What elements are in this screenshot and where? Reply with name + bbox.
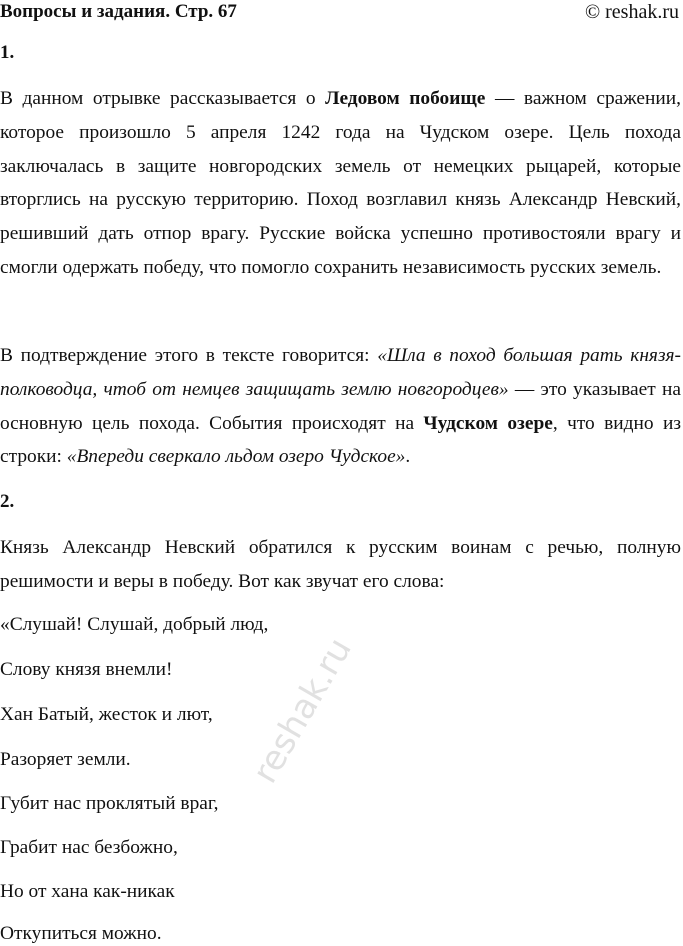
quote-campaign: «Шла в поход большая рать князя-полководца, чтоб от немцев защищать землю новгородцев» [0,345,681,400]
section-2-number: 2. [0,491,15,512]
poem-line: Но от хана как-никак [0,881,175,902]
text-span: В подтверждение этого в тексте говорится: [0,345,378,366]
poem-line: Губит нас проклятый враг, [0,793,219,814]
section-1-paragraph-1 [0,82,681,285]
section-1-paragraph-2 [0,339,681,474]
poem-line: Разоряет земли. [0,749,131,770]
site-credit: © reshak.ru [584,1,679,23]
quote-lake: «Впереди сверкало льдом озеро Чудское» [66,446,406,468]
section-1-number: 1. [0,42,15,63]
watermark: reshak.ru [245,631,360,790]
poem-line: Слову князя внемли! [0,659,173,680]
section-2-intro: Князь Александр Невский обратился к русским воинам с речью, полную решимости и веры в победу. Вот как звучат его слова: [0,537,681,592]
poem-line: Откупиться можно. [0,923,162,944]
page-title: Вопросы и задания. Стр. 67 [0,1,237,22]
page-header [0,0,683,26]
poem-line: Хан Батый, жесток и лют, [0,704,213,725]
emphasis-lake-name: Чудском озере [423,412,553,434]
emphasis-battle-name: Ледовом побоище [325,88,486,109]
text-span: . [405,446,411,468]
text-span: В данном отрывке рассказывается о [0,88,326,109]
text-span: — важном сражении, которое произошло 5 апреля 1242 года на Чудском озере. Цель похода заключалась в защите новгородских земель от немецких рыцарей, которые вторглись на русскую территорию. Поход возглавил князь Александр Невский, решивший дать отпор врагу. Русские войска успешно противостояли врагу и смогли одержать победу, что помогло сохранить независимость русских земель. [0,88,681,278]
poem-line: «Слушай! Слушай, добрый люд, [0,614,269,635]
text-span: , что видно из строки: [0,412,681,468]
text-span: — это указывает на основную цель похода. События происходят на [0,378,681,434]
poem-line: Грабит нас безбожно, [0,837,178,858]
